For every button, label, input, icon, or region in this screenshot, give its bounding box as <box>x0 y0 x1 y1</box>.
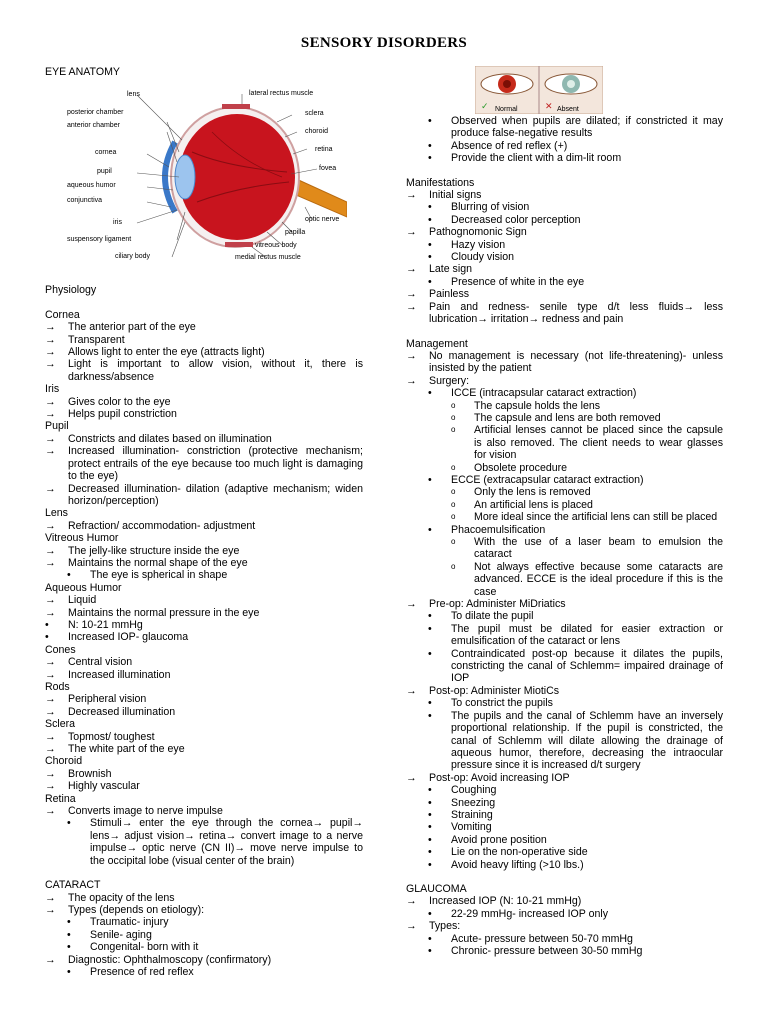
label-sclera: sclera <box>305 110 324 118</box>
arrow-icon: → <box>45 519 56 532</box>
bullet-icon: • <box>67 916 71 929</box>
bullet-item <box>406 474 723 486</box>
bullet-icon: • <box>428 697 432 710</box>
label-aqueous-humor: aqueous humor <box>67 182 116 190</box>
left-notes <box>45 272 363 978</box>
arrow-item <box>406 685 723 697</box>
bullet-item <box>406 623 723 648</box>
arrow-item <box>406 288 723 300</box>
arrow-icon: → <box>45 891 56 904</box>
bullet-item <box>406 908 723 920</box>
arrow-item <box>45 483 363 508</box>
item-text: Gives color to the eye <box>68 395 171 408</box>
bullet-icon: • <box>428 808 432 821</box>
arrow-icon: → <box>45 668 56 681</box>
item-text: Presence of white in the eye <box>451 275 585 288</box>
item-text: Artificial lenses cannot be placed since the capsule is also removed. The client needs to wear glasses for vision <box>474 424 723 462</box>
section-heading: Cornea <box>45 308 80 321</box>
label-papilla: papilla <box>285 229 306 237</box>
arrow-item <box>406 350 723 375</box>
item-text: Increased illumination <box>68 668 171 681</box>
item-text: The pupils and the canal of Schlemm have an inversely proportional relationship. If the pupil is constricted, the canal of Schlemm will dilate allowing the drainage of aqueous humor, therefore, decreasing the intraocular pressure since it is increased d/t surgery <box>451 709 723 772</box>
bullet-icon: • <box>428 932 432 945</box>
bullet-icon: • <box>45 618 49 631</box>
item-text: With the use of a laser beam to emulsion the cataract <box>474 536 723 561</box>
bullet-icon: • <box>45 631 49 644</box>
item-text: Vomiting <box>451 821 492 834</box>
item-text: Types: <box>429 920 461 933</box>
sub-bullet-item <box>406 462 723 474</box>
bullet-icon: • <box>428 846 432 859</box>
item-text: Constricts and dilates based on illumination <box>68 432 272 445</box>
bullet-item <box>406 834 723 846</box>
bullet-icon: • <box>428 201 432 214</box>
item-text: Topmost/ toughest <box>68 730 155 743</box>
sub-bullet-item <box>406 412 723 424</box>
bullet-icon: • <box>67 817 71 830</box>
item-text: To dilate the pupil <box>451 610 534 623</box>
item-text: Pre-op: Administer MiDriatics <box>429 598 566 611</box>
arrow-item <box>45 520 363 532</box>
arrow-icon: → <box>45 333 56 346</box>
svg-text:✓: ✓ <box>481 102 489 112</box>
bullet-icon: • <box>67 965 71 978</box>
item-text: Liquid <box>68 594 97 607</box>
bullet-icon: • <box>428 858 432 871</box>
bullet-item <box>406 524 723 536</box>
item-text: Peripheral vision <box>68 693 147 706</box>
item-text: An artificial lens is placed <box>474 498 593 511</box>
arrow-icon: → <box>45 594 56 607</box>
item-text: Provide the client with a dim-lit room <box>451 152 622 165</box>
arrow-icon: → <box>45 903 56 916</box>
item-text: Acute- pressure between 50-70 mmHg <box>451 932 633 945</box>
item-text: The capsule holds the lens <box>474 399 601 412</box>
item-text: Only the lens is removed <box>474 486 591 499</box>
item-text: Lie on the non-operative side <box>451 846 588 859</box>
arrow-icon: → <box>406 895 417 908</box>
item-text: Central vision <box>68 656 133 669</box>
item-text: Increased illumination- constriction (protective mechanism; protect entrails of the eye because too much light is damaging to the eye) <box>68 445 363 483</box>
item-text: Converts image to nerve impulse <box>68 805 223 818</box>
arrow-item <box>45 557 363 569</box>
label-posterior-chamber: posterior chamber <box>67 109 124 117</box>
arrow-item <box>45 433 363 445</box>
bullet-item <box>406 152 723 164</box>
item-text: The opacity of the lens <box>68 891 175 904</box>
bullet-item <box>406 387 723 399</box>
arrow-icon: → <box>406 374 417 387</box>
arrow-icon: → <box>45 321 56 334</box>
item-text: Painless <box>429 288 470 301</box>
bullet-item <box>406 648 723 685</box>
spacer <box>45 297 363 309</box>
arrow-item <box>45 731 363 743</box>
item-text: Cloudy vision <box>451 251 515 264</box>
arrow-icon: → <box>45 780 56 793</box>
document-title: SENSORY DISORDERS <box>300 35 468 51</box>
item-text: Decreased illumination <box>68 705 176 718</box>
item-text: The white part of the eye <box>68 743 185 756</box>
arrow-icon: → <box>45 445 56 458</box>
arrow-icon: → <box>45 730 56 743</box>
bullet-icon: • <box>67 941 71 954</box>
arrow-item <box>45 445 363 482</box>
arrow-icon: → <box>45 743 56 756</box>
section-heading: Physiology <box>45 284 97 297</box>
left-column <box>45 66 363 978</box>
item-text: No management is necessary (not life-threatening)- unless insisted by the patient <box>429 349 723 375</box>
bullet-item <box>45 631 363 643</box>
item-text: Presence of red reflex <box>90 965 194 978</box>
arrow-item <box>45 768 363 780</box>
arrow-icon: → <box>45 656 56 669</box>
bullet-item <box>45 569 363 581</box>
bullet-icon: • <box>428 647 432 660</box>
bullet-icon: • <box>428 251 432 264</box>
bullet-icon: • <box>67 928 71 941</box>
item-text: Helps pupil constriction <box>68 408 177 421</box>
label-lateral-rectus: lateral rectus muscle <box>249 90 314 98</box>
arrow-icon: → <box>45 346 56 359</box>
bullet-icon: • <box>428 387 432 400</box>
spacer <box>406 871 723 883</box>
label-retina: retina <box>315 146 333 154</box>
item-text: More ideal since the artificial lens can still be placed <box>474 511 718 524</box>
arrow-item <box>406 189 723 201</box>
spacer <box>45 867 363 879</box>
label-cornea: cornea <box>95 149 117 157</box>
bullet-icon: • <box>428 796 432 809</box>
arrow-item <box>45 693 363 705</box>
item-text: Maintains the normal pressure in the eye <box>68 606 260 619</box>
section-heading: Cones <box>45 643 76 656</box>
item-text: The jelly-like structure inside the eye <box>68 544 240 557</box>
section-heading: Pupil <box>45 420 69 433</box>
label-ciliary-body: ciliary body <box>115 253 151 261</box>
red-reflex-image <box>475 66 603 114</box>
label-choroid: choroid <box>305 128 328 136</box>
bullet-item <box>406 239 723 251</box>
bullet-icon: o <box>451 462 456 472</box>
label-pupil: pupil <box>97 168 112 176</box>
item-text: The anterior part of the eye <box>68 321 196 334</box>
bullet-icon: o <box>451 400 456 410</box>
bullet-item <box>45 966 363 978</box>
bullet-item <box>45 929 363 941</box>
bullet-icon: o <box>451 512 456 522</box>
bullet-icon: • <box>428 115 432 127</box>
item-text: Brownish <box>68 767 112 780</box>
right-column <box>406 115 723 957</box>
arrow-icon: → <box>406 189 417 202</box>
item-text: Avoid heavy lifting (>10 lbs.) <box>451 858 584 871</box>
bullet-item <box>406 276 723 288</box>
arrow-icon: → <box>45 693 56 706</box>
item-text: Pathognomonic Sign <box>429 226 527 239</box>
svg-text:✕: ✕ <box>545 102 553 112</box>
item-text: ECCE (extracapsular cataract extraction) <box>451 473 644 486</box>
bullet-item <box>406 214 723 226</box>
bullet-item <box>406 784 723 796</box>
bullet-item <box>406 251 723 263</box>
bullet-icon: o <box>451 561 456 571</box>
arrow-item <box>45 594 363 606</box>
arrow-item <box>45 656 363 668</box>
arrow-item <box>45 954 363 966</box>
label-fovea: fovea <box>319 165 337 173</box>
item-text: Increased IOP- glaucoma <box>68 631 189 644</box>
arrow-item <box>406 375 723 387</box>
arrow-item <box>45 396 363 408</box>
sub-bullet-item <box>406 511 723 523</box>
arrow-item <box>45 669 363 681</box>
bullet-icon: • <box>428 945 432 957</box>
arrow-item <box>45 334 363 346</box>
section-heading: Iris <box>45 383 60 396</box>
arrow-icon: → <box>45 544 56 557</box>
arrow-item <box>45 743 363 755</box>
item-text: Blurring of vision <box>451 201 530 214</box>
arrow-item <box>406 895 723 907</box>
arrow-icon: → <box>45 805 56 818</box>
arrow-item <box>45 607 363 619</box>
arrow-item <box>45 780 363 792</box>
sub-bullet-item <box>406 499 723 511</box>
item-text: Diagnostic: Ophthalmoscopy (confirmatory) <box>68 953 272 966</box>
label-medial-rectus: medial rectus muscle <box>235 254 301 262</box>
section-heading: Retina <box>45 792 76 805</box>
sub-bullet-item <box>406 486 723 498</box>
bullet-item <box>406 797 723 809</box>
right-notes <box>406 115 723 957</box>
section-heading: Sclera <box>45 718 76 731</box>
arrow-item <box>406 226 723 238</box>
bullet-icon: • <box>428 152 432 165</box>
section-heading: Lens <box>45 507 68 520</box>
spacer <box>406 165 723 177</box>
arrow-item <box>406 263 723 275</box>
item-text: Coughing <box>451 784 497 797</box>
bullet-icon: • <box>428 622 432 635</box>
item-text: Absence of red reflex (+) <box>451 139 568 152</box>
arrow-item <box>406 920 723 932</box>
arrow-item <box>406 301 723 326</box>
bullet-item <box>406 610 723 622</box>
section-heading: Vitreous Humor <box>45 532 119 545</box>
item-text: Post-op: Administer MiotiCs <box>429 684 560 697</box>
item-text: Transparent <box>68 333 125 346</box>
sub-bullet-item <box>406 536 723 561</box>
item-text: Contraindicated post-op because it dilates the pupils, constricting the canal of Schlemm= impaired drainage of IOP <box>451 647 723 685</box>
item-text: Sneezing <box>451 796 496 809</box>
item-text: Increased IOP (N: 10-21 mmHg) <box>429 895 582 908</box>
item-text: Phacoemulsification <box>451 523 546 536</box>
arrow-icon: → <box>406 263 417 276</box>
arrow-icon: → <box>406 684 417 697</box>
arrow-item <box>45 545 363 557</box>
bullet-icon: o <box>451 499 456 509</box>
bullet-icon: • <box>67 569 71 582</box>
item-text: Maintains the normal shape of the eye <box>68 556 248 569</box>
section-heading: Aqueous Humor <box>45 581 122 594</box>
item-text: Avoid prone position <box>451 833 547 846</box>
item-text: Refraction/ accommodation- adjustment <box>68 519 256 532</box>
bullet-item <box>406 201 723 213</box>
sub-bullet-item <box>406 400 723 412</box>
arrow-item <box>45 408 363 420</box>
arrow-icon: → <box>406 226 417 239</box>
item-text: 22-29 mmHg- increased IOP only <box>451 907 609 920</box>
arrow-icon: → <box>45 432 56 445</box>
section-heading: Manifestations <box>406 176 475 189</box>
bullet-item <box>406 933 723 945</box>
bullet-icon: o <box>451 487 456 497</box>
arrow-item <box>45 358 363 383</box>
item-text: Decreased illumination- dilation (adaptive mechanism; widen horizon/perception) <box>68 482 363 507</box>
item-text: To constrict the pupils <box>451 697 553 710</box>
bullet-item <box>406 859 723 871</box>
arrow-icon: → <box>45 953 56 966</box>
item-text: Chronic- pressure between 30-50 mmHg <box>451 945 643 957</box>
item-text: Post-op: Avoid increasing IOP <box>429 771 570 784</box>
item-text: ICCE (intracapsular cataract extraction) <box>451 387 637 400</box>
absent-caption: Absent <box>557 106 579 113</box>
item-text: N: 10-21 mmHg <box>68 618 143 631</box>
item-text: Traumatic- injury <box>90 916 169 929</box>
bullet-item <box>406 115 723 140</box>
arrow-icon: → <box>406 920 417 933</box>
bullet-icon: • <box>428 213 432 226</box>
arrow-icon: → <box>45 606 56 619</box>
section-heading: Rods <box>45 681 70 693</box>
item-text: The pupil must be dilated for easier extraction or emulsification of the cataract or lens <box>451 622 723 648</box>
bullet-item <box>45 619 363 631</box>
section-heading: EYE ANATOMY <box>45 66 120 78</box>
item-text: Congenital- born with it <box>90 941 199 954</box>
bullet-icon: • <box>428 833 432 846</box>
arrow-item <box>45 706 363 718</box>
item-text: Highly vascular <box>68 780 140 793</box>
bullet-icon: • <box>428 238 432 251</box>
spacer <box>45 272 363 284</box>
bullet-icon: o <box>451 412 456 422</box>
label-optic-nerve: optic nerve <box>305 216 340 224</box>
bullet-icon: • <box>428 784 432 797</box>
bullet-icon: • <box>428 139 432 152</box>
arrow-icon: → <box>45 358 56 371</box>
bullet-item <box>45 817 363 867</box>
label-suspensory-ligament: suspensory ligament <box>67 236 132 244</box>
item-text: Initial signs <box>429 189 482 202</box>
arrow-item <box>45 904 363 916</box>
bullet-item <box>45 941 363 953</box>
sub-bullet-item <box>406 561 723 598</box>
section-heading: Choroid <box>45 755 83 768</box>
eye-anatomy-diagram <box>67 82 347 260</box>
item-text: Straining <box>451 808 493 821</box>
bullet-item <box>406 140 723 152</box>
arrow-icon: → <box>45 395 56 408</box>
bullet-item <box>406 945 723 957</box>
bullet-item <box>45 916 363 928</box>
arrow-icon: → <box>406 349 417 362</box>
label-anterior-chamber: anterior chamber <box>67 122 120 130</box>
item-text: The eye is spherical in shape <box>90 569 228 582</box>
item-text: Late sign <box>429 263 472 276</box>
section-heading: CATARACT <box>45 879 101 892</box>
label-conjunctiva: conjunctiva <box>67 197 103 205</box>
bullet-icon: • <box>428 275 432 288</box>
item-text: Allows light to enter the eye (attracts light) <box>68 346 265 359</box>
arrow-icon: → <box>45 705 56 718</box>
label-lens: lens <box>127 91 140 99</box>
item-text: Senile- aging <box>90 928 152 941</box>
item-text: Not always effective because some cataracts are advanced. ECCE is the ideal procedure if this is the case <box>474 560 723 598</box>
bullet-icon: • <box>428 821 432 834</box>
arrow-item <box>45 321 363 333</box>
item-text: Surgery: <box>429 374 470 387</box>
arrow-icon: → <box>45 556 56 569</box>
arrow-icon: → <box>406 598 417 611</box>
sub-bullet-item <box>406 424 723 461</box>
bullet-item <box>406 809 723 821</box>
item-text: Pain and redness- senile type d/t less fluids→ less lubrication→ irritation→ redness and pain <box>429 300 723 326</box>
bullet-icon: • <box>428 610 432 623</box>
item-text: Stimuli→ enter the eye through the cornea→ pupil→ lens→ adjust vision→ retina→ convert image to a nerve impulse→ optic nerve (CN II)→ move nerve impulse to the occipital lobe (visual center of the brain) <box>90 817 363 867</box>
bullet-item <box>406 710 723 772</box>
arrow-item <box>406 772 723 784</box>
item-text: Obsolete procedure <box>474 461 568 474</box>
label-vitreous-body: vitreous body <box>255 242 297 250</box>
bullet-item <box>406 821 723 833</box>
bullet-icon: • <box>428 473 432 486</box>
item-text: Hazy vision <box>451 238 506 251</box>
item-text: Light is important to allow vision, without it, there is darkness/absence <box>68 358 363 383</box>
spacer <box>406 326 723 338</box>
label-iris: iris <box>113 219 122 227</box>
section-heading: GLAUCOMA <box>406 882 467 895</box>
arrow-icon: → <box>45 408 56 421</box>
normal-caption: Normal <box>495 106 518 113</box>
item-text: Observed when pupils are dilated; if constricted it may produce false-negative results <box>451 115 723 140</box>
arrow-icon: → <box>406 288 417 301</box>
section-heading: Management <box>406 337 468 350</box>
bullet-icon: • <box>428 523 432 536</box>
arrow-item <box>406 598 723 610</box>
arrow-icon: → <box>45 767 56 780</box>
arrow-item <box>45 892 363 904</box>
arrow-icon: → <box>406 300 417 313</box>
item-text: Decreased color perception <box>451 213 581 226</box>
arrow-item <box>45 805 363 817</box>
bullet-item <box>406 846 723 858</box>
bullet-icon: • <box>428 907 432 920</box>
bullet-icon: o <box>451 425 456 435</box>
arrow-icon: → <box>406 771 417 784</box>
arrow-item <box>45 346 363 358</box>
arrow-icon: → <box>45 482 56 495</box>
item-text: The capsule and lens are both removed <box>474 411 661 424</box>
item-text: Types (depends on etiology): <box>68 903 205 916</box>
bullet-icon: • <box>428 709 432 722</box>
bullet-icon: o <box>451 537 456 546</box>
bullet-item <box>406 697 723 709</box>
